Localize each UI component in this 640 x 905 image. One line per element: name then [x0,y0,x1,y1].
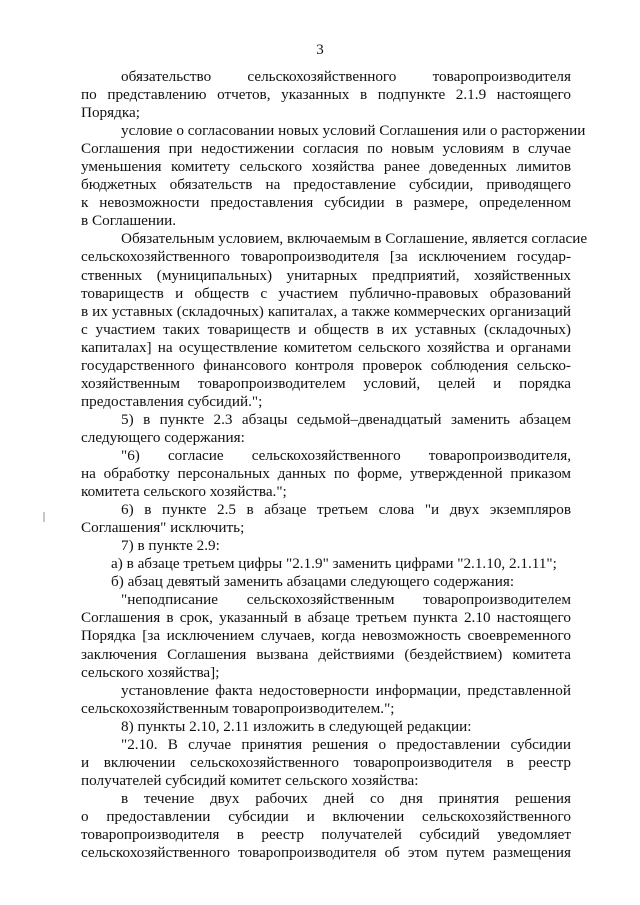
text-line: 6) в пункте 2.5 в абзаце третьем слова "и двух экземпляров [121,501,571,519]
text-line: к невозможности предоставления субсидии в размере, определенном [81,194,571,212]
text-line: ственных (муниципальных) унитарных предприятий, хозяйственных [81,266,571,284]
text-line: установление факта недостоверности информации, представленной [121,681,571,699]
page-number: 3 [316,42,324,58]
text-line: "неподписание сельскохозяйственным товаропроизводителем [121,591,571,609]
text-line: "6) согласие сельскохозяйственного товаропроизводителя, [121,446,571,464]
text-line: сельскохозяйственного товаропроизводителя [за исключением государ- [81,248,571,266]
text-line: товаропроизводителя в реестр получателей субсидий уведомляет [81,825,571,843]
text-line: в их уставных (складочных) капиталах, а также коммерческих организаций [81,302,571,320]
text-line: в течение двух рабочих дней со дня принятия решения [121,789,571,807]
text-line: капиталах] на осуществление комитетом сельского хозяйства и органами [81,338,571,356]
text-line: а) в абзаце третьем цифры "2.1.9" заменить цифрами "2.1.10, 2.1.11"; [111,555,557,573]
text-line: 7) в пункте 2.9: [121,537,220,555]
text-line: на обработку персональных данных по форме, утвержденной приказом [81,465,571,483]
text-line: товариществ и обществ с участием публично-правовых образований [81,284,571,302]
text-line: сельскохозяйственного товаропроизводителя об этом путем размещения [81,844,571,862]
text-line: бюджетных обязательств на предоставление субсидии, приводящего [81,176,571,194]
text-line: Соглашения" исключить; [81,519,245,537]
text-line: Порядка; [81,104,140,122]
text-line: Соглашения при недостижении согласия по новым условиям в случае [81,140,571,158]
text-line: "2.10. В случае принятия решения о предоставлении субсидии [121,735,571,753]
text-line: 5) в пункте 2.3 абзацы седьмой–двенадцатый заменить абзацем [121,410,571,428]
text-line: уменьшения комитету сельского хозяйства ранее доведенных лимитов [81,158,571,176]
text-line: комитета сельского хозяйства."; [81,483,287,501]
text-line: сельского хозяйства]; [81,663,220,681]
text-line: предоставления субсидий."; [81,392,263,410]
text-line: получателей субсидий комитет сельского хозяйства: [81,771,419,789]
text-line: Соглашения в срок, указанный в абзаце третьем пункта 2.10 настоящего [81,609,571,627]
text-line: в Соглашении. [81,212,177,230]
text-line: следующего содержания: [81,428,245,446]
text-line: государственного финансового контроля проверок соблюдения сельско- [81,356,571,374]
text-line: Порядка [за исключением случаев, когда невозможность своевременного [81,627,571,645]
text-line: и включении сельскохозяйственного товаропроизводителя в реестр [81,753,571,771]
text-line: обязательство сельскохозяйственного товаропроизводителя [121,68,571,85]
document-body [81,68,588,862]
text-line: по представлению отчетов, указанных в подпункте 2.1.9 настоящего [81,86,571,104]
text-line: б) абзац девятый заменить абзацами следующего содержания: [111,573,515,591]
text-line: Обязательным условием, включаемым в Соглашение, является согласие [121,230,588,248]
text-line: хозяйственным товаропроизводителем условий, целей и порядка [81,374,571,392]
text-line: 8) пункты 2.10, 2.11 изложить в следующей редакции: [121,717,472,735]
text-line: о предоставлении субсидии и включении сельскохозяйственного [81,807,571,825]
text-line: условие о согласовании новых условий Соглашения или о расторжении [121,122,586,140]
scan-artifact [43,512,45,522]
text-line: с участием таких товариществ и обществ в их уставных (складочных) [81,320,571,338]
text-line: сельскохозяйственным товаропроизводителем."; [81,699,395,717]
text-line: заключения Соглашения вызвана действиями (бездействием) комитета [81,645,571,663]
